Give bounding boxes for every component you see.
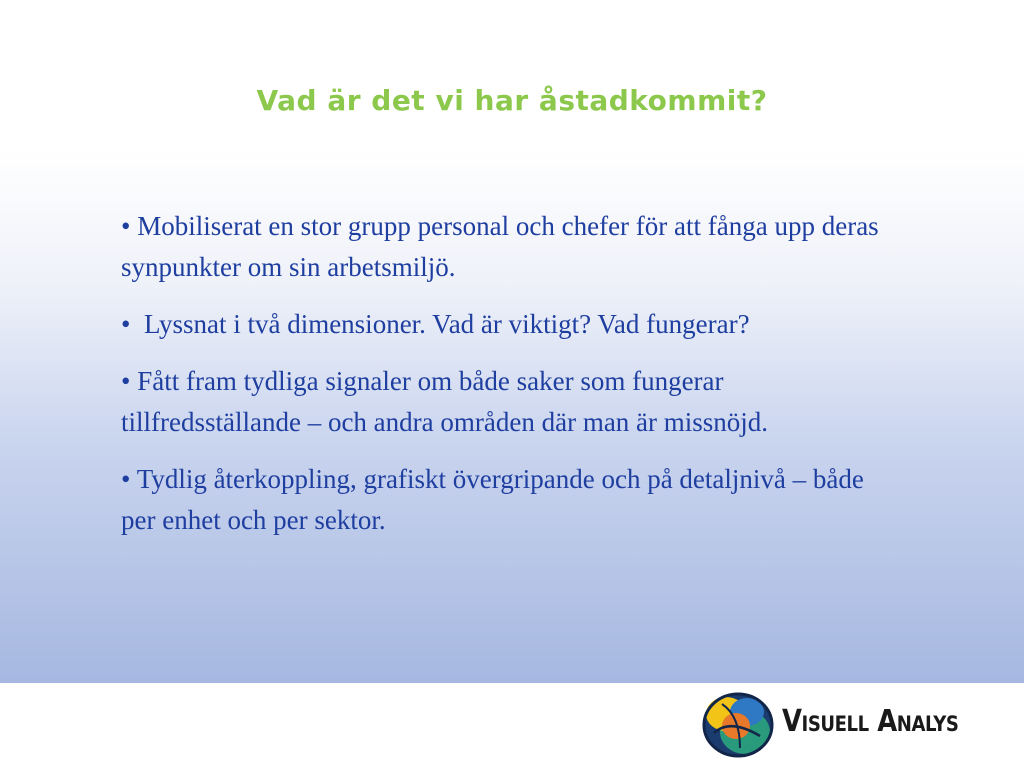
visuell-analys-logo-icon <box>700 688 776 760</box>
slide-title: Vad är det vi har åstadkommit? <box>256 84 768 117</box>
visuell-analys-logo <box>700 688 1005 760</box>
bullet-list <box>121 206 901 557</box>
bullet-item: • Mobiliserat en stor grupp personal och chefer för att fånga upp deras synpunkter om sin arbetsmiljö. <box>121 211 886 282</box>
bullet-item: • Fått fram tydliga signaler om både saker som fungerar tillfredsställande – och andra områden där man är missnöjd. <box>121 366 769 437</box>
logo-wordmark: Visuell Analys <box>782 704 959 739</box>
bullet-item: • Lyssnat i två dimensioner. Vad är viktigt? Vad fungerar? <box>121 309 750 339</box>
bullet-item: • Tydlig återkoppling, grafiskt övergripande och på detaljnivå – både per enhet och per sektor. <box>121 464 871 535</box>
